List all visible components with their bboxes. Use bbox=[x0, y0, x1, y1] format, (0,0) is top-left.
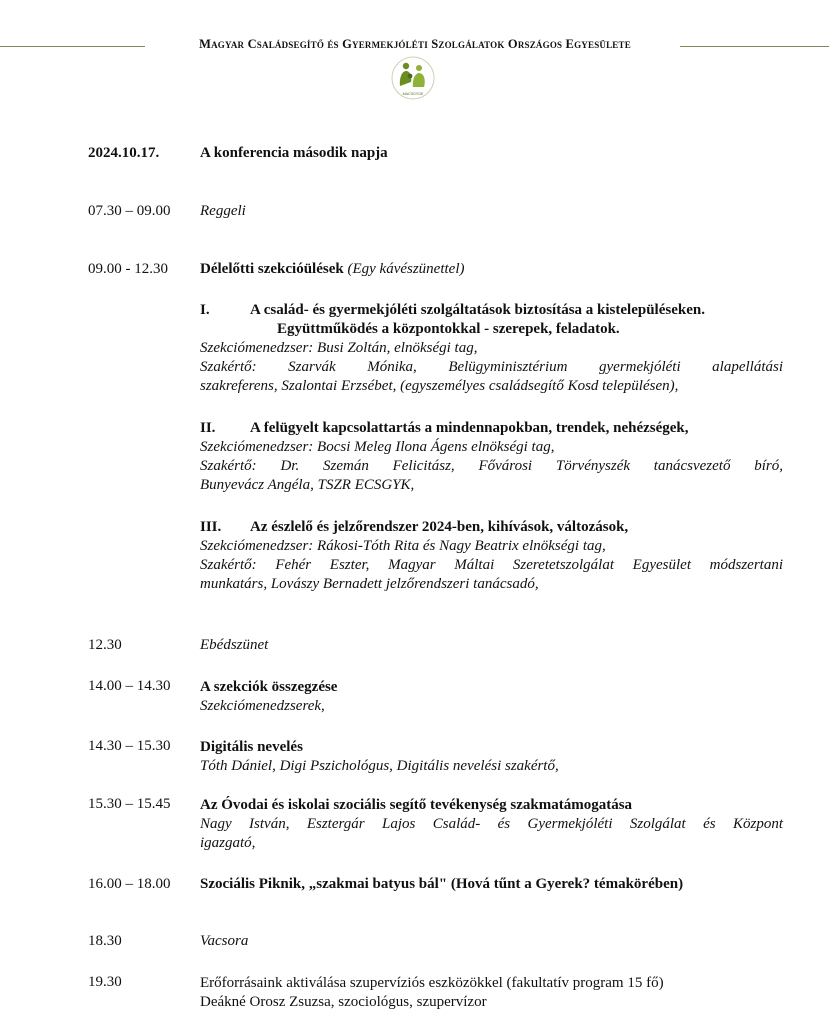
logo-text: MACSGYOE bbox=[402, 92, 424, 96]
section-2-number: II. bbox=[200, 420, 216, 436]
section-2-expert-line-2: Bunyevácz Angéla, TSZR ECSGYK, bbox=[200, 477, 415, 493]
school-speaker-line-1: Nagy István, Esztergár Lajos Család- és Gyermekjóléti Szolgálat és Központ bbox=[200, 816, 783, 832]
section-3 bbox=[200, 518, 783, 594]
morning-time: 09.00 - 12.30 bbox=[88, 261, 168, 277]
section-3-expert-line-2: munkatárs, Lovászy Bernadett jelzőrendszeri tanácsadó, bbox=[200, 576, 539, 592]
lunch-label: Ebédszünet bbox=[200, 637, 269, 653]
school-title: Az Óvodai és iskolai szociális segítő tevékenység szakmatámogatása bbox=[200, 797, 633, 813]
logo-figure-3-head bbox=[408, 74, 413, 79]
section-1-expert-line-1: Szakértő: Szarvák Mónika, Belügyminisztérium gyermekjóléti alapellátási bbox=[200, 359, 783, 375]
header-rule-left bbox=[0, 46, 145, 47]
evening-speaker: Deákné Orosz Zsuzsa, szociológus, szupervízor bbox=[200, 994, 487, 1010]
organization-name: Magyar Családsegítő és Gyermekjóléti Szolgálatok Országos Egyesülete bbox=[199, 37, 631, 51]
morning-title: Délelőtti szekcióülések bbox=[200, 261, 344, 277]
logo-figure-1-head bbox=[403, 63, 409, 69]
digital-title: Digitális nevelés bbox=[200, 739, 303, 755]
section-2 bbox=[200, 419, 783, 495]
day-date: 2024.10.17. bbox=[88, 145, 160, 161]
section-1-title bbox=[200, 301, 783, 320]
picnic-time: 16.00 – 18.00 bbox=[88, 876, 171, 892]
section-1-number: I. bbox=[200, 302, 210, 318]
evening-title: Erőforrásaink aktiválása szupervíziós eszközökkel (fakultatív program 15 fő) bbox=[200, 975, 664, 991]
school-speaker-line-2: igazgató, bbox=[200, 835, 256, 851]
section-1-title-line-2: Együttműködés a központokkal - szerepek, feladatok. bbox=[277, 321, 620, 337]
morning-note: (Egy kávészünettel) bbox=[347, 261, 465, 277]
section-3-title bbox=[200, 518, 783, 537]
section-3-expert-line-1: Szakértő: Fehér Eszter, Magyar Máltai Szeretetszolgálat Egyesület módszertani bbox=[200, 557, 783, 573]
summary-title: A szekciók összegzése bbox=[200, 679, 338, 695]
day-title: A konferencia második napja bbox=[200, 145, 388, 161]
summary-time: 14.00 – 14.30 bbox=[88, 678, 171, 694]
section-1 bbox=[200, 301, 783, 396]
section-2-expert-line-1: Szakértő: Dr. Szemán Felicitász, Fővárosi Törvényszék tanácsvezető bíró, bbox=[200, 458, 783, 474]
organization-logo bbox=[387, 56, 439, 100]
section-2-manager: Szekciómenedzser: Bocsi Meleg Ilona Ágens elnökségi tag, bbox=[200, 439, 555, 455]
breakfast-label: Reggeli bbox=[200, 203, 246, 219]
digital-time: 14.30 – 15.30 bbox=[88, 738, 171, 754]
school-time: 15.30 – 15.45 bbox=[88, 796, 171, 812]
section-2-title bbox=[200, 419, 783, 438]
summary-speakers: Szekciómenedzserek, bbox=[200, 698, 325, 714]
section-2-title-line-1: A felügyelt kapcsolattartás a mindennapokban, trendek, nehézségek, bbox=[250, 420, 689, 436]
section-1-title-line-1: A család- és gyermekjóléti szolgáltatások biztosítása a kistelepüléseken. bbox=[250, 302, 705, 318]
picnic-title: Szociális Piknik, „szakmai batyus bál" (Hová tűnt a Gyerek? témakörében) bbox=[200, 876, 684, 892]
logo-figure-2-head bbox=[416, 65, 422, 71]
dinner-label: Vacsora bbox=[200, 933, 249, 949]
section-3-manager: Szekciómenedzser: Rákosi-Tóth Rita és Nagy Beatrix elnökségi tag, bbox=[200, 538, 606, 554]
digital-speaker: Tóth Dániel, Digi Pszichológus, Digitális nevelési szakértő, bbox=[200, 758, 559, 774]
dinner-time: 18.30 bbox=[88, 933, 122, 949]
section-1-manager: Szekciómenedzser: Busi Zoltán, elnökségi tag, bbox=[200, 340, 478, 356]
header-rule-right bbox=[680, 46, 829, 47]
section-3-number: III. bbox=[200, 519, 222, 535]
lunch-time: 12.30 bbox=[88, 637, 122, 653]
section-3-title-line-1: Az észlelő és jelzőrendszer 2024-ben, kihívások, változások, bbox=[250, 519, 629, 535]
section-1-expert-line-2: szakreferens, Szalontai Erzsébet, (egyszemélyes családsegítő Kosd településen), bbox=[200, 378, 679, 394]
morning-heading bbox=[200, 261, 465, 278]
breakfast-time: 07.30 – 09.00 bbox=[88, 203, 171, 219]
evening-time: 19.30 bbox=[88, 974, 122, 990]
